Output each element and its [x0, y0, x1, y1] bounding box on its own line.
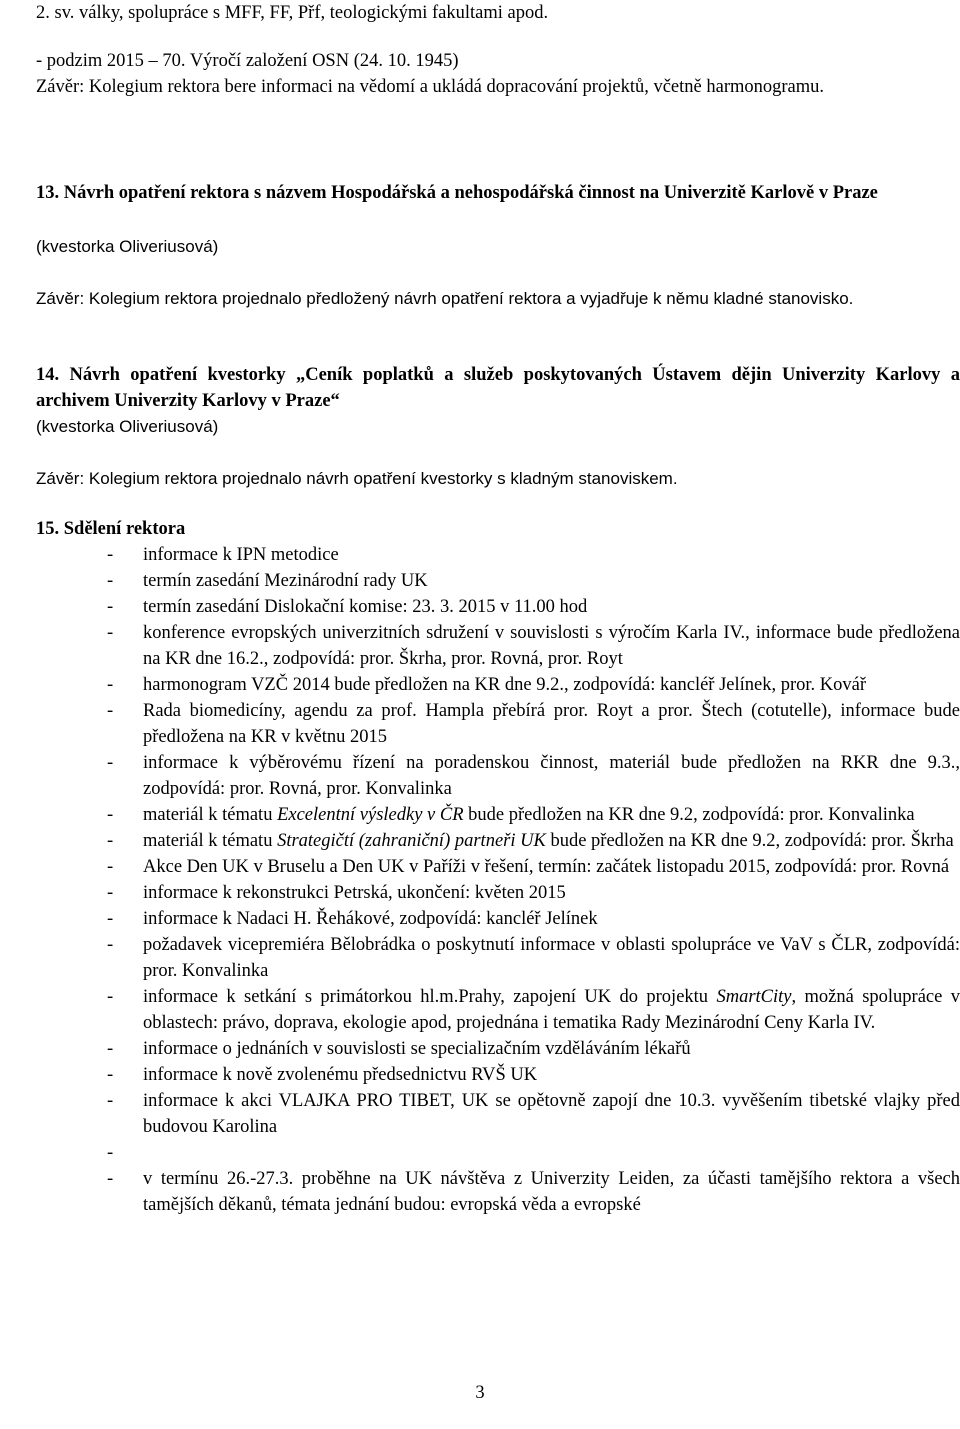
list-dash: - — [107, 831, 114, 851]
list-item — [36, 620, 960, 672]
list-item-text: informace k IPN metodice — [143, 545, 339, 565]
list-item-text: informace k výběrovému řízení na poradenskou činnost, materiál bude předložen na RKR dne 9.3., zodpovídá: pror. Rovná, pror. Konvalinka — [143, 753, 960, 799]
list-dash: - — [107, 1039, 114, 1059]
text-run: bude předložen na KR dne 9.2, zodpovídá: pror. Konvalinka — [463, 805, 915, 825]
list-item — [36, 932, 960, 984]
page-number: 3 — [475, 1383, 485, 1403]
list-dash: - — [107, 857, 114, 877]
list-item-text — [143, 831, 954, 851]
list-item — [36, 1166, 960, 1218]
list-item-text: informace k rekonstrukci Petrská, ukončení: květen 2015 — [143, 883, 566, 903]
item-15-heading — [36, 516, 960, 542]
list-item-text: informace k Nadaci H. Řehákové, zodpovídá: kancléř Jelínek — [143, 909, 598, 929]
list-item-text: harmonogram VZČ 2014 bude předložen na KR dne 9.2., zodpovídá: kancléř Jelínek, pror. Kovář — [143, 675, 867, 695]
text-run: materiál k tématu — [143, 831, 278, 851]
list-dash: - — [107, 597, 114, 617]
list-dash: - — [107, 883, 114, 903]
top-conclusion: Závěr: Kolegium rektora bere informaci na vědomí a ukládá dopracování projektů, včetně harmonogramu. — [36, 77, 825, 97]
item-14-number: 14. — [36, 365, 60, 385]
list-item-text: konference evropských univerzitních sdružení v souvislosti s výročím Karla IV., informace bude předložena na KR dne 16.2., zodpovídá: pror. Škrha, pror. Rovná, pror. Royt — [143, 623, 960, 669]
list-item — [36, 880, 960, 906]
item-15-number: 15. — [36, 519, 60, 539]
item-14-presenter: (kvestorka Oliveriusová) — [36, 417, 219, 436]
text-run: , možná spolupráce v oblastech: právo, doprava, ekologie apod, projednána i tematika Rady Mezinárodní Ceny Karla IV. — [143, 987, 960, 1033]
list-dash: - — [107, 623, 114, 643]
top-line-1: 2. sv. války, spolupráce s MFF, FF, Přf, teologickými fakultami apod. — [36, 3, 549, 23]
list-dash: - — [107, 571, 114, 591]
list-item-text: termín zasedání Dislokační komise: 23. 3. 2015 v 11.00 hod — [143, 597, 588, 617]
list-item — [36, 828, 960, 854]
list-item-text: v termínu 26.-27.3. proběhne na UK návštěva z Univerzity Leiden, za účasti tamějšího rektora a všech tamějších děkanů, témata jednání budou: evropská věda a evropské — [143, 1169, 960, 1215]
list-item — [36, 802, 960, 828]
list-dash: - — [107, 753, 114, 773]
list-item — [36, 698, 960, 750]
list-item — [36, 568, 960, 594]
text-run: bude předložen na KR dne 9.2, zodpovídá: pror. Škrha — [545, 831, 954, 851]
list-dash: - — [107, 701, 114, 721]
list-item-text: požadavek vicepremiéra Bělobrádka o poskytnutí informace v oblasti spolupráce ve VaV s ČLR, zodpovídá: pror. Konvalinka — [143, 935, 960, 981]
list-item — [36, 1088, 960, 1140]
list-dash: - — [107, 675, 114, 695]
item-14-title: Návrh opatření kvestorky „Ceník poplatků a služeb poskytovaných Ústavem dějin Univerzity Karlovy a archivem Univerzity Karlovy v Praze“ — [36, 365, 960, 411]
list-item — [36, 984, 960, 1036]
item-14-heading — [36, 362, 960, 414]
list-dash: - — [107, 1169, 114, 1189]
list-item-text: informace o jednáních v souvislosti se specializačním vzděláváním lékařů — [143, 1039, 691, 1059]
item-15-title: Sdělení rektora — [63, 519, 186, 539]
list-dash: - — [107, 987, 114, 1007]
text-run: materiál k tématu — [143, 805, 278, 825]
italic-title: Strategičtí (zahraniční) partneři UK — [277, 831, 546, 851]
list-item — [36, 542, 960, 568]
list-dash: - — [107, 1065, 114, 1085]
list-dash: - — [107, 805, 114, 825]
item-13-title: Návrh opatření rektora s názvem Hospodářská a nehospodářská činnost na Univerzitě Karlově v Praze — [63, 183, 878, 203]
list-item — [36, 1140, 960, 1166]
text-run: informace k setkání s primátorkou hl.m.Prahy, zapojení UK do projektu — [143, 987, 717, 1007]
italic-title: Excelentní výsledky v ČR — [277, 805, 464, 825]
list-item — [36, 906, 960, 932]
item-14-conclusion: Závěr: Kolegium rektora projednalo návrh opatření kvestorky s kladným stanoviskem. — [36, 469, 678, 488]
item-13-conclusion: Závěr: Kolegium rektora projednalo předložený návrh opatření rektora a vyjadřuje k němu kladné stanovisko. — [36, 289, 854, 308]
item-13-heading — [36, 180, 960, 206]
list-item-text — [143, 987, 960, 1033]
list-item — [36, 1062, 960, 1088]
list-item-text: termín zasedání Mezinárodní rady UK — [143, 571, 428, 591]
italic-title: SmartCity — [716, 987, 792, 1007]
list-item-text: Akce Den UK v Bruselu a Den UK v Paříži v řešení, termín: začátek listopadu 2015, zodpovídá: pror. Rovná — [143, 857, 950, 877]
list-dash: - — [107, 909, 114, 929]
list-item — [36, 594, 960, 620]
list-item — [36, 1036, 960, 1062]
item-13-presenter: (kvestorka Oliveriusová) — [36, 237, 219, 256]
list-item-text: informace k akci VLAJKA PRO TIBET, UK se opětovně zapojí dne 10.3. vyvěšením tibetské vlajky před budovou Karolina — [143, 1091, 960, 1137]
list-dash: - — [107, 1091, 114, 1111]
list-item — [36, 672, 960, 698]
list-dash: - — [107, 935, 114, 955]
list-item — [36, 750, 960, 802]
list-item-text — [143, 805, 915, 825]
list-dash: - — [107, 545, 114, 565]
top-line-2: - podzim 2015 – 70. Výročí založení OSN (24. 10. 1945) — [36, 51, 459, 71]
list-item-text: informace k nově zvolenému předsednictvu RVŠ UK — [143, 1065, 538, 1085]
list-item-text: Rada biomedicíny, agendu za prof. Hampla přebírá pror. Royt a pror. Štech (cotutelle), informace bude předložena na KR v květnu 2015 — [143, 701, 960, 747]
list-item — [36, 854, 960, 880]
item-13-number: 13. — [36, 183, 60, 203]
item-15-list — [36, 542, 960, 1218]
list-dash: - — [107, 1143, 114, 1163]
